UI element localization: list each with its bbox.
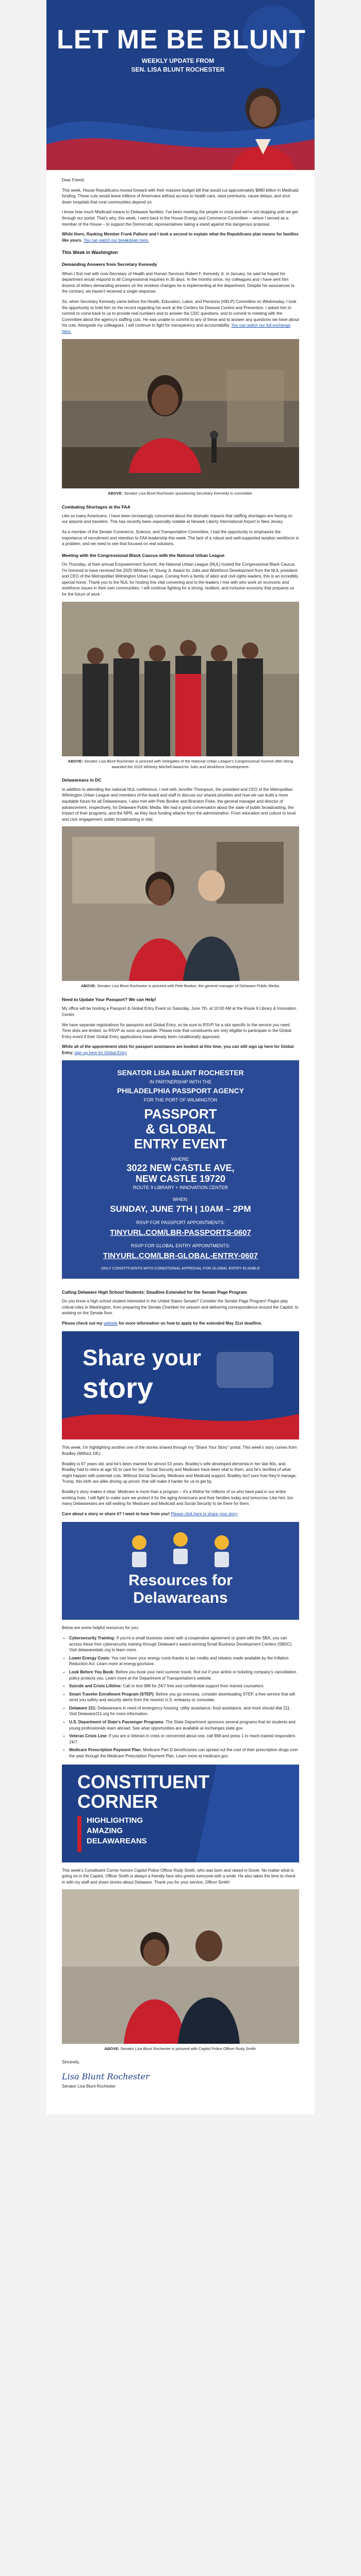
resource-item	[69, 1705, 299, 1717]
closing-sincerely: Sincerely,	[62, 2060, 80, 2065]
header-banner	[46, 0, 315, 170]
flyer-venue: ROUTE 9 LIBRARY + INNOVATION CENTER	[133, 1184, 228, 1190]
resource-item	[69, 1655, 299, 1667]
section-kennedy-paragraph-2	[62, 299, 299, 335]
share-story-link[interactable]: Please click here to share your story.	[171, 1511, 238, 1516]
greeting: Dear Friend,	[62, 178, 85, 182]
resource-text: Delawareans in need of emergency housing, utility assistance, food assistance, and more should dial 211. Visit Delaware211.org for more information.	[69, 1705, 291, 1717]
share-story-title-2: story	[83, 1371, 153, 1404]
kennedy-caption-label: ABOVE:	[108, 490, 123, 496]
section-passport-paragraph-2: We have separate registrations for passports and Global Entry, so be sure to RSVP for a slot specific to the service you need. Time slots are limited, so RSVP as soon as possible. Please note that constituents are only eligible to participate in the Global Entry event if their Global Entry applications have already been conditionally approved.	[62, 1022, 291, 1039]
global-entry-signup-link[interactable]: sign up here for Global Entry	[74, 1050, 127, 1056]
nul-photo-caption	[62, 759, 299, 770]
section-kennedy-paragraph-2-text: So, when Secretary Kennedy came before the Health, Education, Labor, and Pensions (HELP) Committee on Wednesday, I took the opportunity to hold him on the record regarding his work at the Centers for Disease Control and Prevention. I asked him to commit to come back to us to provide real numbers and to answer the CDC questions, and to commit to meeting with the Committee about the agency's staffing cuts. He was unable to commit to any of these and to answer any questions we have about his cuts. Alongside my colleagues, I will continue to fight for transparency and accountability.	[62, 299, 299, 328]
resources-title-1: Resources for	[128, 1572, 233, 1589]
section-faa-title: Combating Shortages at the FAA	[62, 504, 130, 510]
resource-text: The State Department sponsors several programs that let students and young professionals learn abroad. See what opportunities are available at exchanges.state.gov.	[69, 1720, 296, 1731]
flyer-address-2: NEW CASTLE 19720	[135, 1173, 226, 1184]
flyer-rsvp-passport-url[interactable]: TINYURL.COM/LBR-PASSPORTS-0607	[110, 1228, 251, 1238]
flyer-rsvp-ge-url[interactable]: TINYURL.COM/LBR-GLOBAL-ENTRY-0607	[103, 1251, 258, 1261]
page-program-website-link[interactable]: website	[103, 1320, 118, 1326]
resource-item	[69, 1669, 299, 1681]
resources-band	[62, 1522, 299, 1620]
breakdown-link[interactable]: You can watch our breakdown here.	[83, 238, 149, 243]
closing-name: Senator Lisa Blunt Rochester	[62, 2084, 116, 2089]
resource-text: You can lower your energy costs thanks to tax credits and rebates made available by the Inflation Reduction Act. Learn more at energy.gov/save.	[69, 1655, 289, 1667]
kennedy-exchange-link[interactable]: You can watch our full exchange here.	[62, 323, 291, 334]
booker-photo	[62, 826, 299, 981]
signature: Lisa Blunt Rochester	[62, 2071, 150, 2081]
footer-spacer	[46, 2094, 315, 2114]
corner-sub-3: DELAWAREANS	[87, 1836, 147, 1845]
story-paragraph-4-text: Care about a story or share it? I want to hear from you!	[62, 1511, 170, 1516]
flyer-when-label: WHEN:	[173, 1196, 188, 1202]
resources-intro: Below are some helpful resources for you:	[62, 1625, 139, 1631]
kennedy-photo-caption	[62, 491, 299, 497]
resource-item	[69, 1635, 299, 1653]
flyer-rsvp-passport-label: RSVP FOR PASSPORT APPOINTMENTS:	[136, 1220, 225, 1226]
resource-name: Medicare Prescription Payment Plan:	[69, 1748, 142, 1753]
resource-name: Suicide and Crisis Lifeline:	[69, 1684, 122, 1689]
flyer-event-title-3: ENTRY EVENT	[134, 1136, 227, 1151]
newsletter	[46, 0, 315, 2114]
section-faa-paragraph-2: As a member of the Senate Commerce, Science, and Transportation Committee, I had the opportunity to emphasize the importance of recruitment and retention to FAA leadership this week. The lack of a robust and well-supported aviation workforce is a problem, and we need to see that focused on real solutions.	[62, 530, 299, 547]
section-passport-paragraph-3	[62, 1044, 299, 1056]
booker-photo-caption	[62, 984, 299, 989]
share-story-title-1: Share your	[83, 1345, 201, 1371]
flyer-host: SENATOR LISA BLUNT ROCHESTER	[117, 1068, 244, 1077]
section-passport-title: Need to Update Your Passport? We can Help!	[62, 997, 156, 1003]
corner-title-1: CONSTITUENT	[77, 1771, 209, 1792]
share-story-band	[62, 1331, 299, 1439]
officer-caption-text: Senator Lisa Blunt Rochester is pictured with Capitol Police Officer Rudy Smith.	[119, 2046, 257, 2052]
flyer-event-title-2: & GLOBAL	[145, 1121, 216, 1137]
resource-name: Delaware 211:	[69, 1705, 96, 1710]
officer-image	[62, 1889, 299, 2044]
section-nul-title: Meeting with the Congressional Black Caucus with the National Urban League	[62, 552, 225, 558]
section-faa-paragraph-1: Like so many Americans, I have been increasingly concerned about the dramatic impacts that staffing shortages are having on our airports and travelers. This has recently been especially notable at Newark Liberty International Airport in New Jersey.	[62, 513, 292, 524]
flyer-event-title	[67, 1107, 294, 1151]
group-image	[62, 602, 299, 756]
resource-name: Smart Traveler Enrollment Program (STEP):	[69, 1691, 155, 1697]
section-kennedy-title: Demanding Answers from Secretary Kennedy	[62, 262, 157, 267]
corner-sub-1: HIGHLIGHTING	[87, 1816, 143, 1825]
flyer-port: FOR THE PORT OF WILMINGTON	[143, 1097, 218, 1103]
officer-caption-label: ABOVE:	[104, 2046, 120, 2052]
section-passport-paragraph-1: My office will be hosting a Passport & Global Entry Event on Saturday, June 7th, at 10:00 AM at the Route 9 Library & Innovation Center.	[62, 1006, 297, 1018]
resource-item	[69, 1733, 299, 1745]
flyer-agency: PHILADELPHIA PASSPORT AGENCY	[117, 1086, 244, 1095]
officer-smith-photo	[62, 1889, 299, 2044]
banner-subtitle-line-2: SEN. LISA BLUNT ROCHESTER	[131, 66, 225, 74]
resource-text: Call or text 988 for 24/7 free and confidential support from trained counselors.	[123, 1684, 265, 1689]
section-dc-title: Delawareans in DC	[62, 777, 102, 783]
resource-item	[69, 1719, 299, 1731]
flyer-footnote: ONLY CONSTITUENTS WITH CONDITIONAL APPROVAL FOR GLOBAL ENTRY ELIGIBLE	[101, 1265, 260, 1270]
nul-group-photo	[62, 602, 299, 756]
resource-name: Lower Energy Costs:	[69, 1655, 111, 1660]
banner-subtitle	[93, 57, 263, 75]
resources-list	[69, 1635, 299, 1759]
resource-item	[69, 1747, 299, 1759]
section-dc-paragraph-1: In addition to attending the national NUL conference, I met with Jennifer Thompson, the president and CEO of the Metropolitan Wilmington Urban League and members of the board and staff to discuss our shared priorities and how we can build a more equitable future for all Delawareans. I also met with Pete Booker and Brandon Fiske, the general manager and director of advancement, respectively, for Delaware Public Media. We had a great conversation about the state of public broadcasting, the impact of their programs, and the NPR, as they face funding attacks from the administration. From education and culture to local and civic engagement, public broadcasting is vital.	[62, 787, 296, 822]
week-heading: This Week in Washington	[62, 250, 118, 256]
page-program-text-2: for more information on how to apply by the extended May 31st deadline.	[119, 1320, 262, 1326]
resource-text: Before you go overseas, consider downloading STEP, a free service that will send you safety and security alerts from the nearest U.S. embassy or consulate.	[69, 1691, 295, 1703]
resource-item	[69, 1683, 299, 1689]
hearing-image	[62, 339, 299, 488]
booker-caption-label: ABOVE:	[80, 984, 96, 989]
corner-title-2: CORNER	[77, 1790, 158, 1812]
flyer-where-label: WHERE:	[171, 1157, 190, 1162]
resource-name: U.S. Department of State's Passenger Programs:	[69, 1720, 165, 1725]
story-paragraph-3: Bradley's story makes it clear: Medicare is more than a program – it's a lifeline for millions of us who have paid in our entire working lives. I will fight to make sure we protect it for the aging Americans and their families today and tomorrow. Like him, too many Delawareans are still waiting for Medicare and Medicaid and Social Security to be there for them.	[62, 1489, 293, 1506]
section-passport-paragraph-3-text: While all of the appointment slots for passport assistance are booked at this time, you can still sign up here for Global Entry.	[62, 1044, 294, 1056]
intro-paragraph-3-text: While there, Ranking Member Frank Pallone and I took a second to explain what the Republicans plan means for families like yours.	[62, 232, 299, 243]
page-program-text-1: Please check out my	[62, 1320, 103, 1326]
section-nul-paragraph-1: On Thursday, at their annual Empowerment Summit, the National Urban League (NUL) hosted the Congressional Black Caucus. I'm honored to have received the 2025 Whitney M. Young Jr. Award for Jobs and Workforce Development from the NUL president and CEO of the Metropolitan Wilmington Urban League. Coming from a family of labor and civil rights leaders, this is an incredibly special honor. Thank you to the NUL for hosting this vital convening and to the leaders I met with who work on economic and workforce issues in their own communities. I will continue fighting for a strong, resilient, and inclusive economy that prepares us for the future of work.	[62, 562, 299, 597]
flyer-rsvp-ge-label: RSVP FOR GLOBAL ENTRY APPOINTMENTS:	[130, 1243, 231, 1249]
corner-paragraph-1: This week's Constituent Corner honors Capitol Police Officer Rudy Smith, who was born and raised in Dover. No matter what is going on in the Capitol, Officer Smith is always a friendly face who greets everyone with a smile. He also takes the time to check in with my staff and share stories about Delaware. Thank you for your service, Officer Smith!	[62, 1868, 296, 1885]
intro-paragraph-2: I know how much Medicaid means to Delaware families. I've been meeting the people in crisis and we're not stopping until we get through our portal. That's why, this week, I went back to the House Energy and Commerce Committee – where I served as a member of the House – to support the Democratic representatives taking a stand against this dangerous proposal.	[62, 210, 298, 227]
banner-title: LET ME BE BLUNT	[57, 25, 306, 55]
senator-portrait	[222, 77, 304, 170]
resource-name: Cybersecurity Training:	[69, 1635, 116, 1640]
flyer-date: SUNDAY, JUNE 7TH | 10AM – 2PM	[110, 1204, 251, 1214]
resource-name: Look Before You Book:	[69, 1669, 115, 1674]
nul-caption-text: Senator Lisa Blunt Rochester is pictured with Delegates of the National Urban League's Congressional Summit after being awarded the 2025 Whitney Mitchell Award for Jobs and Workforce Development.	[83, 758, 293, 769]
nul-caption-label: ABOVE:	[68, 758, 83, 764]
resource-text: Before you book your next summer travel, find out if your airline or ticketing company's cancellation policy protects you. Learn more at the Department of Transportation's website.	[69, 1669, 297, 1681]
resources-title-2: Delawareans	[133, 1589, 228, 1607]
banner-subtitle-line-1: WEEKLY UPDATE FROM	[141, 57, 215, 64]
constituent-corner-band	[62, 1765, 299, 1862]
section-page-program-paragraph-2	[62, 1320, 299, 1327]
resource-text: Medicare Part D beneficiaries can spread out the cost of their prescription drugs over the year through the Medicare Prescription Payment Plan. Learn more at medicare.gov.	[69, 1748, 298, 1759]
section-kennedy-paragraph-1: When I first met with now-Secretary of Health and Human Services Robert F. Kennedy Jr. in January, he said he hoped his department would respond to all Congressional inquiries in 30 days. In the months since, my colleagues and I have sent him dozens of letters demanding answers on the reckless changes he is implementing at the department. Despite his assurances to the contrary, we haven't received a single response.	[62, 271, 294, 294]
flyer-address-1: 3022 NEW CASTLE AVE,	[126, 1163, 235, 1174]
officer-photo-caption	[62, 2046, 299, 2052]
resource-text: If you're a small business owner with a cooperative agreement or grant with the SBA, you can access these free cybersecurity training through Delaware's award-winning Small Business Development Centers (SBDC). Visit delawaresbdc.org to learn more.	[69, 1635, 293, 1653]
story-paragraph-2: Bradley is 67 years old, and he's been married for almost 53 years. Bradley's wife developed dementia in her late 60s, and Bradley had to retire at age 55 to care for her. Social Security and Medicare have been vital to them, and he's terrified of what might happen with potential cuts. Without Social Security, Medicare and Medicaid support, Bradley isn't sure how they'd manage. Trump, this birth are alike driving up prices: that will make it harder for us to get by.	[62, 1461, 297, 1484]
kennedy-caption-text: Senator Lisa Blunt Rochester questioning Secretary Kennedy in committee.	[123, 490, 253, 496]
kennedy-hearing-photo	[62, 339, 299, 488]
resource-name: Veteran Crisis Line:	[69, 1734, 108, 1739]
office-image	[62, 826, 299, 981]
section-page-program-title: Calling Delaware High School Students: Deadline Extended for the Senate Page Program	[62, 1289, 247, 1295]
resource-item	[69, 1691, 299, 1703]
story-paragraph-1: This week, I'm highlighting another one of the stories shared through my "Share Your Story" portal. This week's story comes from Bradley (Milford, DE).	[62, 1445, 297, 1456]
corner-sub-2: AMAZING	[87, 1826, 123, 1835]
story-paragraph-4	[62, 1511, 299, 1517]
flyer-event-title-1: PASSPORT	[144, 1106, 217, 1122]
flyer-partnership: IN PARTNERSHIP WITH THE	[149, 1079, 212, 1084]
intro-section	[46, 170, 315, 335]
section-page-program-paragraph-1: Do you know a high school student interested in the United States Senate? Consider the Senate Page Program! Pages play critical roles in Washington, from preparing the Senate Chamber for session and delivering correspondence around the Capitol, to working on the Senate floor.	[62, 1299, 299, 1316]
passport-event-flyer	[62, 1060, 299, 1279]
intro-paragraph-3	[62, 231, 299, 243]
resource-text: If you are a Veteran in crisis or concerned about one, call 988 and press 1 to reach trained responders 24/7.	[69, 1734, 296, 1744]
booker-caption-text: Senator Lisa Blunt Rochester is pictured with Pete Booker, the general manager of Delaware Public Media.	[96, 984, 281, 989]
intro-paragraph-1: This week, House Republicans moved forward with their massive budget bill that would cut approximately $880 billion in Medicaid funding. These cuts would leave millions of Americans without access to health care, raise premiums, cause delays, and shut down hospitals that rural communities depend on.	[62, 188, 299, 205]
